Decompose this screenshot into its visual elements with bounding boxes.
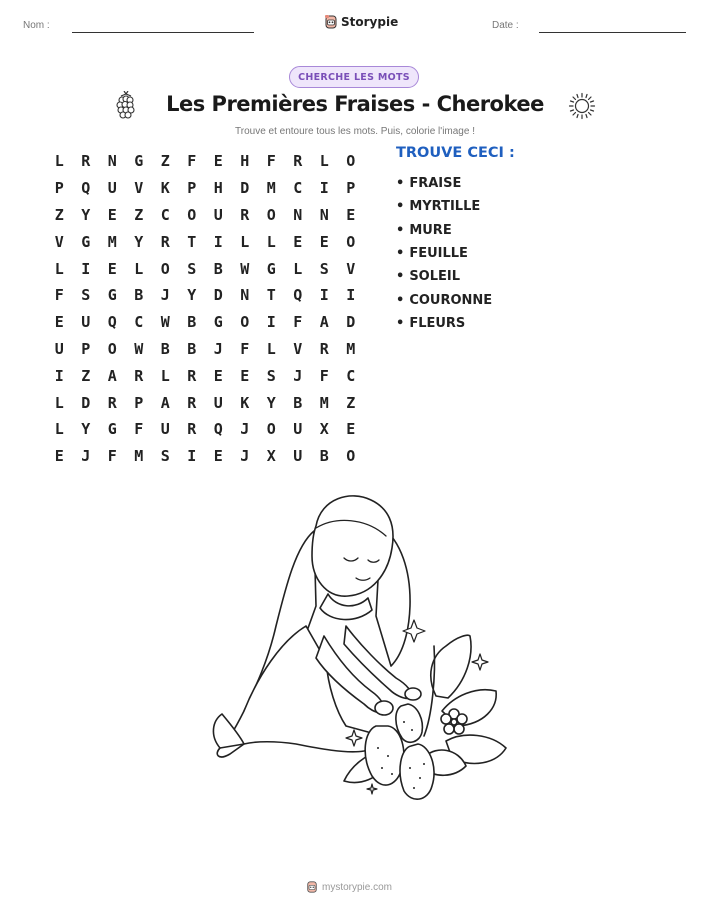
grid-cell[interactable]: M: [266, 179, 276, 198]
grid-cell[interactable]: R: [81, 152, 91, 171]
grid-cell[interactable]: R: [240, 205, 250, 224]
grid-cell[interactable]: Y: [266, 393, 276, 412]
grid-cell[interactable]: N: [293, 205, 303, 224]
grid-cell[interactable]: U: [160, 420, 170, 439]
grid-cell[interactable]: R: [160, 232, 170, 251]
footer: [306, 880, 392, 894]
grid-cell[interactable]: Z: [160, 152, 170, 171]
grid-cell[interactable]: W: [160, 313, 170, 332]
grid-cell[interactable]: G: [81, 232, 91, 251]
grid-cell[interactable]: Y: [81, 205, 91, 224]
grid-cell[interactable]: I: [319, 286, 329, 305]
grid-cell[interactable]: X: [266, 447, 276, 466]
raspberry-icon: [115, 91, 137, 121]
brand-name: Storypie: [341, 15, 399, 29]
grid-cell[interactable]: H: [213, 179, 223, 198]
grid-cell[interactable]: L: [240, 232, 250, 251]
footer-url[interactable]: mystorypie.com: [322, 881, 393, 893]
grid-cell[interactable]: G: [213, 313, 223, 332]
grid-cell[interactable]: V: [134, 179, 144, 198]
grid-cell[interactable]: O: [160, 259, 170, 278]
grid-cell[interactable]: T: [187, 232, 197, 251]
grid-cell[interactable]: B: [134, 286, 144, 305]
grid-cell[interactable]: O: [266, 205, 276, 224]
grid-cell[interactable]: L: [266, 232, 276, 251]
grid-cell[interactable]: F: [54, 286, 64, 305]
grid-cell[interactable]: A: [319, 313, 329, 332]
grid-cell[interactable]: J: [160, 286, 170, 305]
word-item: • MYRTILLE: [396, 195, 492, 218]
grid-cell[interactable]: Z: [134, 205, 144, 224]
grid-cell[interactable]: S: [81, 286, 91, 305]
grid-cell[interactable]: B: [187, 339, 197, 358]
grid-cell[interactable]: I: [213, 232, 223, 251]
grid-cell[interactable]: L: [54, 259, 64, 278]
word-item: • FRAISE: [396, 172, 492, 195]
grid-cell[interactable]: J: [240, 447, 250, 466]
grid-cell[interactable]: V: [293, 339, 303, 358]
grid-cell[interactable]: E: [293, 232, 303, 251]
grid-cell[interactable]: R: [187, 366, 197, 385]
name-label: Nom :: [23, 20, 50, 31]
grid-cell[interactable]: U: [293, 447, 303, 466]
grid-cell[interactable]: Q: [213, 420, 223, 439]
sun-icon: [568, 92, 596, 120]
word-item: • FEUILLE: [396, 242, 492, 265]
grid-cell[interactable]: D: [240, 179, 250, 198]
grid-cell[interactable]: U: [213, 393, 223, 412]
grid-cell[interactable]: L: [266, 339, 276, 358]
grid-cell[interactable]: L: [54, 152, 64, 171]
grid-cell[interactable]: L: [293, 259, 303, 278]
grid-cell[interactable]: E: [213, 152, 223, 171]
grid-cell[interactable]: P: [134, 393, 144, 412]
grid-cell[interactable]: A: [160, 393, 170, 412]
grid-cell[interactable]: I: [81, 259, 91, 278]
grid-cell[interactable]: M: [319, 393, 329, 412]
word-item: • COURONNE: [396, 288, 492, 311]
grid-cell[interactable]: J: [213, 339, 223, 358]
grid-cell[interactable]: B: [293, 393, 303, 412]
instructions: Trouve et entoure tous les mots. Puis, colorie l'image !: [235, 126, 475, 137]
grid-cell[interactable]: O: [107, 339, 117, 358]
grid-cell[interactable]: Z: [346, 393, 356, 412]
grid-cell[interactable]: K: [160, 179, 170, 198]
grid-cell[interactable]: N: [107, 152, 117, 171]
grid-cell[interactable]: S: [187, 259, 197, 278]
grid-cell[interactable]: H: [240, 152, 250, 171]
grid-cell[interactable]: G: [134, 152, 144, 171]
grid-cell[interactable]: I: [319, 179, 329, 198]
grid-cell[interactable]: G: [107, 286, 117, 305]
grid-cell[interactable]: B: [319, 447, 329, 466]
grid-cell[interactable]: L: [134, 259, 144, 278]
grid-cell[interactable]: Z: [54, 205, 64, 224]
grid-cell[interactable]: C: [160, 205, 170, 224]
grid-cell[interactable]: Z: [81, 366, 91, 385]
grid-cell[interactable]: B: [187, 313, 197, 332]
grid-cell[interactable]: I: [187, 447, 197, 466]
grid-cell[interactable]: S: [160, 447, 170, 466]
date-label: Date :: [492, 20, 519, 31]
grid-cell[interactable]: R: [187, 393, 197, 412]
grid-cell[interactable]: U: [81, 313, 91, 332]
grid-cell[interactable]: N: [240, 286, 250, 305]
word-item: • MURE: [396, 219, 492, 242]
date-line[interactable]: [539, 32, 686, 33]
word-item: • SOLEIL: [396, 265, 492, 288]
grid-cell[interactable]: U: [107, 179, 117, 198]
grid-cell[interactable]: Q: [107, 313, 117, 332]
storypie-mascot-icon: [306, 880, 318, 894]
grid-cell[interactable]: F: [319, 366, 329, 385]
grid-cell[interactable]: V: [346, 259, 356, 278]
grid-cell[interactable]: I: [346, 286, 356, 305]
grid-cell[interactable]: Q: [293, 286, 303, 305]
grid-cell[interactable]: F: [187, 152, 197, 171]
grid-cell[interactable]: P: [81, 339, 91, 358]
grid-cell[interactable]: K: [240, 393, 250, 412]
grid-cell[interactable]: O: [187, 205, 197, 224]
page-title: Les Premières Fraises - Cherokee: [166, 92, 544, 116]
grid-cell[interactable]: E: [240, 366, 250, 385]
grid-cell[interactable]: O: [266, 420, 276, 439]
grid-cell[interactable]: O: [346, 447, 356, 466]
grid-cell[interactable]: R: [187, 420, 197, 439]
grid-cell[interactable]: P: [54, 179, 64, 198]
grid-cell[interactable]: E: [213, 366, 223, 385]
grid-cell[interactable]: R: [107, 393, 117, 412]
grid-cell[interactable]: I: [54, 366, 64, 385]
grid-cell[interactable]: L: [160, 366, 170, 385]
girl-picking-strawberries-illustration[interactable]: [196, 486, 516, 811]
grid-cell[interactable]: N: [319, 205, 329, 224]
grid-cell[interactable]: B: [160, 339, 170, 358]
grid-cell[interactable]: X: [319, 420, 329, 439]
grid-cell[interactable]: F: [134, 420, 144, 439]
grid-cell[interactable]: O: [240, 313, 250, 332]
grid-cell[interactable]: E: [213, 447, 223, 466]
grid-cell[interactable]: O: [346, 152, 356, 171]
grid-cell[interactable]: L: [54, 420, 64, 439]
grid-cell[interactable]: U: [213, 205, 223, 224]
grid-cell[interactable]: T: [266, 286, 276, 305]
grid-cell[interactable]: U: [293, 420, 303, 439]
grid-cell[interactable]: F: [266, 152, 276, 171]
grid-cell[interactable]: B: [213, 259, 223, 278]
grid-cell[interactable]: E: [107, 205, 117, 224]
grid-cell[interactable]: F: [240, 339, 250, 358]
grid-cell[interactable]: J: [240, 420, 250, 439]
grid-cell[interactable]: E: [346, 205, 356, 224]
grid-cell[interactable]: S: [266, 366, 276, 385]
word-list-title: TROUVE CECI :: [396, 145, 515, 161]
grid-cell[interactable]: D: [81, 393, 91, 412]
grid-cell[interactable]: E: [319, 232, 329, 251]
grid-cell[interactable]: D: [346, 313, 356, 332]
grid-cell[interactable]: Q: [81, 179, 91, 198]
grid-cell[interactable]: G: [266, 259, 276, 278]
grid-cell[interactable]: P: [187, 179, 197, 198]
grid-cell[interactable]: Y: [187, 286, 197, 305]
grid-cell[interactable]: L: [319, 152, 329, 171]
grid-cell[interactable]: R: [293, 152, 303, 171]
grid-cell[interactable]: J: [293, 366, 303, 385]
grid-cell[interactable]: O: [346, 232, 356, 251]
grid-cell[interactable]: V: [54, 232, 64, 251]
grid-cell[interactable]: G: [107, 420, 117, 439]
grid-cell[interactable]: C: [293, 179, 303, 198]
word-item: • FLEURS: [396, 312, 492, 335]
storypie-mascot-icon: [324, 14, 338, 30]
grid-cell[interactable]: Y: [81, 420, 91, 439]
grid-cell[interactable]: C: [134, 313, 144, 332]
word-search-grid[interactable]: [46, 148, 364, 470]
brand: [324, 14, 398, 30]
grid-cell[interactable]: M: [107, 232, 117, 251]
grid-cell[interactable]: S: [319, 259, 329, 278]
grid-cell[interactable]: M: [346, 339, 356, 358]
grid-cell[interactable]: J: [81, 447, 91, 466]
grid-cell[interactable]: L: [54, 393, 64, 412]
grid-cell[interactable]: E: [54, 313, 64, 332]
grid-cell[interactable]: R: [134, 366, 144, 385]
grid-cell[interactable]: E: [346, 420, 356, 439]
grid-cell[interactable]: U: [54, 339, 64, 358]
activity-badge: CHERCHE LES MOTS: [289, 66, 419, 88]
grid-cell[interactable]: W: [240, 259, 250, 278]
grid-cell[interactable]: P: [346, 179, 356, 198]
grid-cell[interactable]: I: [266, 313, 276, 332]
grid-cell[interactable]: E: [54, 447, 64, 466]
grid-cell[interactable]: E: [107, 259, 117, 278]
grid-cell[interactable]: Y: [134, 232, 144, 251]
grid-cell[interactable]: F: [107, 447, 117, 466]
word-list: [396, 172, 492, 335]
name-line[interactable]: [72, 32, 254, 33]
grid-cell[interactable]: R: [319, 339, 329, 358]
grid-cell[interactable]: W: [134, 339, 144, 358]
grid-cell[interactable]: M: [134, 447, 144, 466]
grid-cell[interactable]: F: [293, 313, 303, 332]
grid-cell[interactable]: A: [107, 366, 117, 385]
grid-cell[interactable]: D: [213, 286, 223, 305]
grid-cell[interactable]: C: [346, 366, 356, 385]
